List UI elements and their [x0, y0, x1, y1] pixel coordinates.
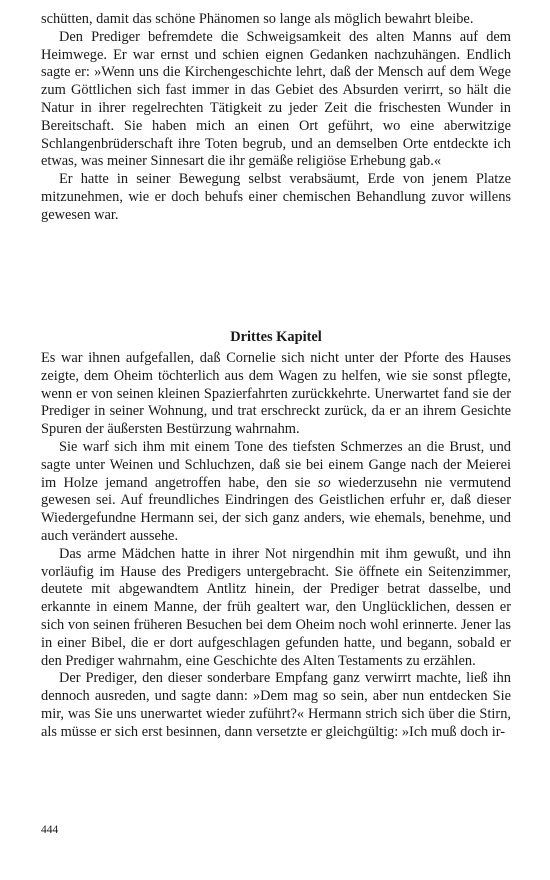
paragraph: Das arme Mädchen hatte in ihrer Not nirgendhin mit ihm gewußt, und ihn vorläufig im Hause des Predigers untergebracht. Sie öffnete ein Seitenzimmer, deutete mit abgewandtem Antlitz hinein, der Prediger betrat dasselbe, und erkannte in einem Manne, der früh gealtert war, den Unglücklichen, dessen er sich von seinen früheren Besuchen bei dem Oheim noch wohl erinnerte. Jener las in einer Bibel, die er dort aufgeschlagen gefunden hatte, und begann, sobald er den Prediger wahrnahm, eine Geschichte des Alten Testaments zu erzählen.	[41, 545, 511, 669]
paragraph-continuation: schütten, damit das schöne Phänomen so lange als möglich bewahrt bleibe.	[41, 11, 474, 27]
emphasis-text: so	[317, 474, 331, 491]
chapter-heading: Drittes Kapitel	[230, 329, 322, 345]
body-text-top	[41, 11, 511, 225]
paragraph	[41, 439, 511, 546]
paragraph: Der Prediger, den dieser sonderbare Empfang ganz verwirrt machte, ließ ihn dennoch ausreden, und sagte dann: »Dem mag so sein, aber nun entdecken Sie mir, was Sie uns unerwartet wieder zuführt?« Hermann strich sich über die Stirn, als müsse er sich erst besinnen, dann versetzte er gleichgültig: »Ich muß doch ir-	[41, 670, 511, 740]
paragraph: Er hatte in seiner Bewegung selbst verabsäumt, Erde von jenem Platze mitzunehmen, wie er doch behufs einer chemischen Behandlung zuvor willens gewesen war.	[41, 171, 511, 223]
paragraph-text: Sie warf sich ihm mit einem Tone des tiefsten Schmerzes an die Brust, und sagte unter Weinen und Schluchzen, daß sie bei einem Gange nach der Meierei im Holze jemand angetroffen habe, den sie	[41, 438, 511, 491]
chapter-opening-paragraph: Es war ihnen aufgefallen, daß Cornelie sich nicht unter der Pforte des Hauses zeigte, dem Oheim töchterlich aus dem Wagen zu helfen, wie sie sonst pflegte, wenn er von seinen kleinen Spazierfahrten zurückkehrte. Unerwartet fand sie der Prediger in seiner Wohnung, und trat erschreckt zurück, da er an ihrem Gesichte Spuren der äußersten Bestürzung wahrnahm.	[41, 350, 511, 438]
body-text-chapter	[41, 350, 511, 742]
page-number: 444	[41, 824, 59, 836]
paragraph-text: wiederzusehn nie vermutend gewesen sei. Auf freundliches Eindringen des Geistlichen erfuhr er, daß dieser Wiedergefundne Hermann sei, der sich ganz anders, wie ehemals, benehme, und auch verändert aussehe.	[41, 474, 511, 544]
paragraph: Den Prediger befremdete die Schweigsamkeit des alten Manns auf dem Heimwege. Er war ernst und schien eignen Gedanken nachzuhängen. Endlich sagte er: »Wenn uns die Kirchengeschichte lehrt, daß der Mensch auf dem Wege zum Göttlichen sich fast immer in das Gebiet des Absurden verirrt, so hält die Natur in ihrer regelrechten Tätigkeit zu jeder Zeit die frischesten Wunder in Bereitschaft. Sie haben mich an einen Ort geführt, wo eine aberwitzige Schlangenbrüderschaft ihre Toten begrub, und an demselben Orte entdeckte ich etwas, was meiner Sinnesart die ihr gemäße religiöse Erhebung gab.«	[41, 28, 511, 170]
